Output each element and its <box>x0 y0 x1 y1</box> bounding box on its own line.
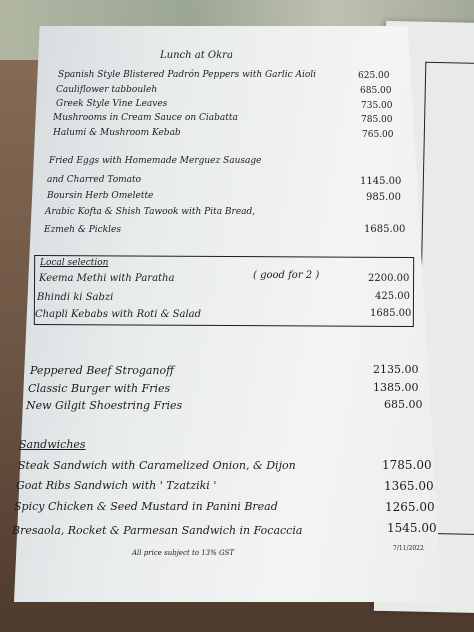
menu-item-price: 1685.00 <box>364 224 406 235</box>
menu-item-price: 735.00 <box>361 101 393 111</box>
menu-item-name: Halumi & Mushroom Kebab <box>53 128 181 138</box>
menu-item-price: 1265.00 <box>385 500 435 514</box>
menu-item-price: 765.00 <box>362 130 394 140</box>
menu-item-name: Keema Methi with Paratha <box>39 273 175 284</box>
menu-item-name: Steak Sandwich with Caramelized Onion, & Dijon <box>18 459 296 472</box>
menu-item-price: 685.00 <box>360 86 392 96</box>
menu-item-note: ( good for 2 ) <box>253 270 320 281</box>
menu-item-price: 1385.00 <box>373 381 419 394</box>
menu-item-name: Classic Burger with Fries <box>28 382 171 395</box>
menu-item-name: Greek Style Vine Leaves <box>56 99 168 109</box>
menu-item-name: Boursin Herb Omelette <box>47 191 154 201</box>
menu-item-name: Goat Ribs Sandwich with ' Tzatziki ' <box>16 479 217 492</box>
menu-item-price: 2200.00 <box>368 273 410 284</box>
menu-item-name: Bhindi ki Sabzi <box>37 292 114 303</box>
menu-item-name: Bresaola, Rocket & Parmesan Sandwich in Focaccia <box>12 524 303 537</box>
menu-title: Lunch at Okra <box>160 50 233 61</box>
menu-item-price: 1685.00 <box>370 308 412 319</box>
menu-item-price: 1545.00 <box>387 521 437 535</box>
footer-note: All price subject to 13% GST <box>132 549 235 557</box>
menu-item-name: Spanish Style Blistered Padrón Peppers with Garlic Aioli <box>58 70 317 80</box>
menu-item-name: Mushrooms in Cream Sauce on Ciabatta <box>53 113 238 123</box>
menu-item-name: Arabic Kofta & Shish Tawook with Pita Bread, <box>45 207 256 217</box>
menu-item-price: 1785.00 <box>382 458 432 472</box>
menu-item-price: 2135.00 <box>373 363 419 376</box>
menu-item-name: and Charred Tomato <box>47 175 142 185</box>
menu-item-price: 425.00 <box>375 291 410 302</box>
menu-item-price: 685.00 <box>384 398 423 411</box>
footer-date: 7/11/2022 <box>393 545 424 552</box>
menu-item-price: 625.00 <box>358 71 390 81</box>
menu-item-price: 1365.00 <box>384 479 434 493</box>
menu-item-name: Peppered Beef Stroganoff <box>30 364 174 377</box>
menu-item-name: Spicy Chicken & Seed Mustard in Panini Bread <box>14 500 278 513</box>
menu-item-name: Chapli Kebabs with Roti & Salad <box>35 309 202 320</box>
menu-item-name: Ezmeh & Pickles <box>44 225 121 235</box>
menu-item-price: 785.00 <box>361 115 393 125</box>
menu-item-name: New Gilgit Shoestring Fries <box>26 399 183 412</box>
menu-item-price: 985.00 <box>366 192 401 203</box>
menu-item-price: 1145.00 <box>360 176 402 187</box>
menu-item-name: Cauliflower tabbouleh <box>56 85 158 95</box>
menu-item-name: Fried Eggs with Homemade Merguez Sausage <box>49 156 262 166</box>
section-heading: Sandwiches <box>19 438 86 451</box>
section-heading: Local selection <box>40 258 109 268</box>
